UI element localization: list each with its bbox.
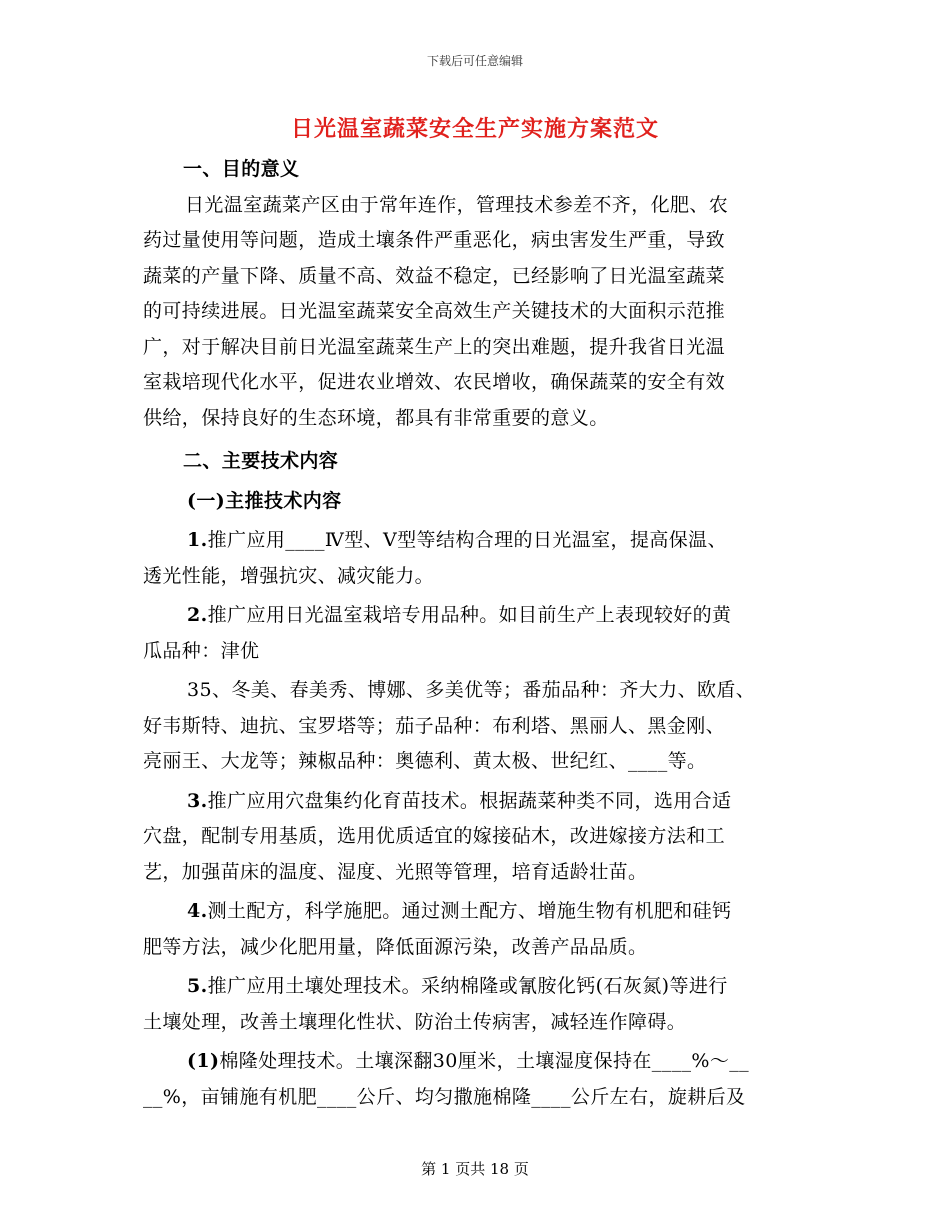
paragraph-line: 供给，保持良好的生态环境，都具有非常重要的意义。: [143, 406, 609, 429]
paragraph-line: 瓜品种：津优: [143, 639, 260, 662]
item-text: 测土配方，科学施肥。通过测土配方、增施生物有机肥和硅钙: [207, 900, 732, 922]
list-item-4: [143, 894, 808, 930]
item-text: 推广应用土壤处理技术。采纳棉隆或氰胺化钙(石灰氮)等进行: [207, 975, 728, 997]
paragraph-line: __%，亩铺施有机肥____公斤、均匀撒施棉隆____公斤左右，旋耕后及: [143, 1085, 746, 1108]
item-text: 棉隆处理技术。土壤深翻30厘米，土壤湿度保持在____%～__: [219, 1050, 750, 1072]
list-item-5: [143, 969, 808, 1005]
item-number: 1.: [187, 529, 208, 551]
item-text: 推广应用____Ⅳ型、Ⅴ型等结构合理的日光温室，提高保温、: [207, 529, 727, 551]
paragraph-line: 的可持续进展。日光温室蔬菜安全高效生产关键技术的大面积示范推: [143, 300, 726, 322]
section-heading-tech: 二、主要技术内容: [183, 450, 339, 472]
list-item-5-1: [143, 1044, 808, 1080]
list-item-3: [143, 784, 808, 820]
list-item-1: [143, 523, 808, 559]
paragraph-line: 穴盘，配制专用基质，选用优质适宜的嫁接砧木，改进嫁接方法和工: [143, 825, 726, 847]
item-text: 推广应用穴盘集约化育苗技术。根据蔬菜种类不同，选用合适: [207, 789, 732, 812]
paragraph-line: 透光性能，增强抗灾、减灾能力。: [143, 564, 435, 587]
paragraph-line: 艺，加强苗床的温度、湿度、光照等管理，培育适龄壮苗。: [143, 860, 648, 883]
item-number: 2.: [187, 604, 208, 626]
paragraph-line: 土壤处理，改善土壤理化性状、防治土传病害，减轻连作障碍。: [143, 1010, 687, 1033]
subsection-heading: (一)主推技术内容: [187, 489, 342, 512]
section-heading-purpose: 一、目的意义: [183, 158, 300, 180]
page-footer: 第 1 页共 18 页: [421, 1160, 529, 1178]
paragraph-line: 35、冬美、春美秀、博娜、多美优等；番茄品种：齐大力、欧盾、: [187, 679, 756, 701]
paragraph-line: 蔬菜的产量下降、质量不高、效益不稳定，已经影响了日光温室蔬菜: [143, 264, 726, 287]
paragraph-line: 好韦斯特、迪抗、宝罗塔等；茄子品种：布利塔、黑丽人、黑金刚、: [143, 714, 726, 737]
paragraph-line: 广，对于解决目前日光温室蔬菜生产上的突出难题，提升我省日光温: [143, 335, 726, 358]
list-item-2: [143, 598, 808, 634]
document-body: [143, 152, 808, 1115]
item-number: 3.: [187, 789, 208, 812]
item-number: (1): [187, 1050, 220, 1072]
document-title: 日光温室蔬菜安全生产实施方案范文: [290, 116, 659, 142]
item-number: 4.: [187, 900, 208, 922]
item-text: 推广应用日光温室栽培专用品种。如目前生产上表现较好的黄: [207, 604, 732, 626]
paragraph-line: 肥等方法，减少化肥用量，降低面源污染，改善产品品质。: [143, 935, 648, 958]
paragraph-line: 药过量使用等问题，造成土壤条件严重恶化，病虫害发生严重，导致: [143, 229, 726, 251]
paragraph-line: 室栽培现代化水平，促进农业增效、农民增收，确保蔬菜的安全有效: [143, 371, 726, 393]
paragraph-line: 日光温室蔬菜产区由于常年连作，管理技术参差不齐，化肥、农: [185, 193, 729, 216]
item-number: 5.: [187, 975, 208, 997]
header-note: 下载后可任意编辑: [426, 54, 523, 68]
paragraph-line: 亮丽王、大龙等；辣椒品种：奥德利、黄太极、世纪红、____等。: [143, 750, 707, 772]
